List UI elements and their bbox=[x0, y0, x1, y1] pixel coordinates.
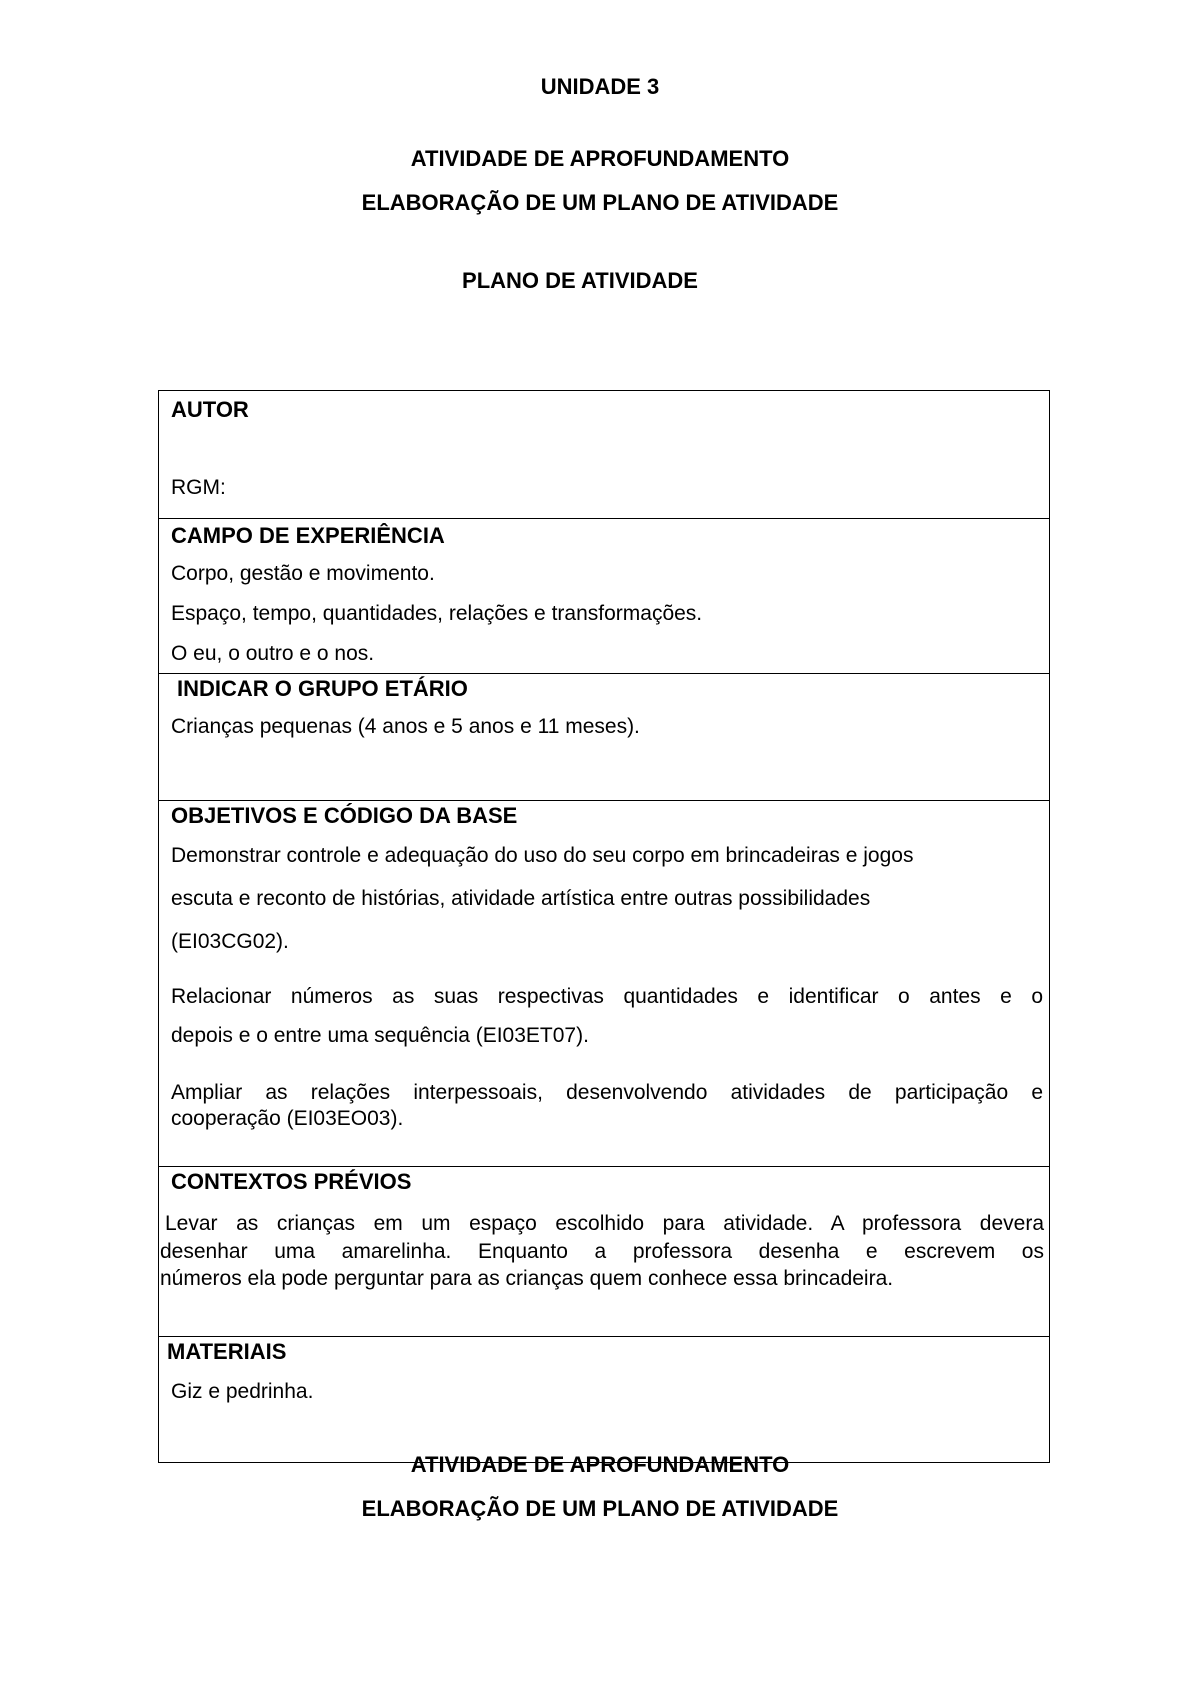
materials-label: MATERIAIS bbox=[167, 1339, 287, 1364]
age-group-text: Crianças pequenas (4 anos e 5 anos e 11 meses). bbox=[171, 715, 640, 738]
objective-line: cooperação (EI03EO03). bbox=[171, 1107, 404, 1130]
age-group-label: INDICAR O GRUPO ETÁRIO bbox=[177, 676, 468, 701]
activity-plan-table bbox=[158, 390, 1050, 1463]
elaboration-heading: ELABORAÇÃO DE UM PLANO DE ATIVIDADE bbox=[361, 190, 839, 215]
prior-context-line: Levar as crianças em um espaço escolhido para atividade. A professora devera bbox=[165, 1212, 1044, 1235]
objective-line: Demonstrar controle e adequação do uso do seu corpo em brincadeiras e jogos bbox=[171, 844, 914, 867]
objectives-label: OBJETIVOS E CÓDIGO DA BASE bbox=[171, 803, 518, 828]
footer-activity-heading: ATIVIDADE DE APROFUNDAMENTO bbox=[410, 1452, 790, 1477]
experience-field-item: O eu, o outro e o nos. bbox=[171, 642, 375, 665]
footer-elaboration-heading: ELABORAÇÃO DE UM PLANO DE ATIVIDADE bbox=[361, 1496, 839, 1521]
activity-heading: ATIVIDADE DE APROFUNDAMENTO bbox=[410, 146, 790, 171]
author-section bbox=[159, 391, 1049, 519]
plan-title: PLANO DE ATIVIDADE bbox=[462, 268, 698, 293]
unit-heading: UNIDADE 3 bbox=[540, 74, 660, 99]
age-group-section bbox=[159, 674, 1049, 801]
objective-line: (EI03CG02). bbox=[171, 930, 289, 953]
author-label: AUTOR bbox=[171, 397, 249, 422]
materials-text: Giz e pedrinha. bbox=[171, 1380, 314, 1403]
prior-context-line: números ela pode perguntar para as crianças quem conhece essa brincadeira. bbox=[160, 1267, 894, 1290]
experience-field-item: Corpo, gestão e movimento. bbox=[171, 562, 435, 585]
experience-field-label: CAMPO DE EXPERIÊNCIA bbox=[171, 523, 445, 548]
objective-line: Ampliar as relações interpessoais, desenvolvendo atividades de participação e bbox=[171, 1081, 1043, 1104]
rgm-label: RGM: bbox=[171, 476, 226, 499]
objective-line: depois e o entre uma sequência (EI03ET07). bbox=[171, 1024, 589, 1047]
experience-field-section bbox=[159, 519, 1049, 674]
objective-line: Relacionar números as suas respectivas quantidades e identificar o antes e o bbox=[171, 985, 1043, 1008]
objectives-section bbox=[159, 801, 1049, 1167]
experience-field-item: Espaço, tempo, quantidades, relações e transformações. bbox=[171, 602, 703, 625]
prior-context-section bbox=[159, 1167, 1049, 1337]
prior-context-line: desenhar uma amarelinha. Enquanto a professora desenha e escrevem os bbox=[160, 1240, 1044, 1263]
objective-line: escuta e reconto de histórias, atividade artística entre outras possibilidades bbox=[171, 887, 871, 910]
prior-context-label: CONTEXTOS PRÉVIOS bbox=[171, 1169, 412, 1194]
materials-section bbox=[159, 1337, 1049, 1463]
